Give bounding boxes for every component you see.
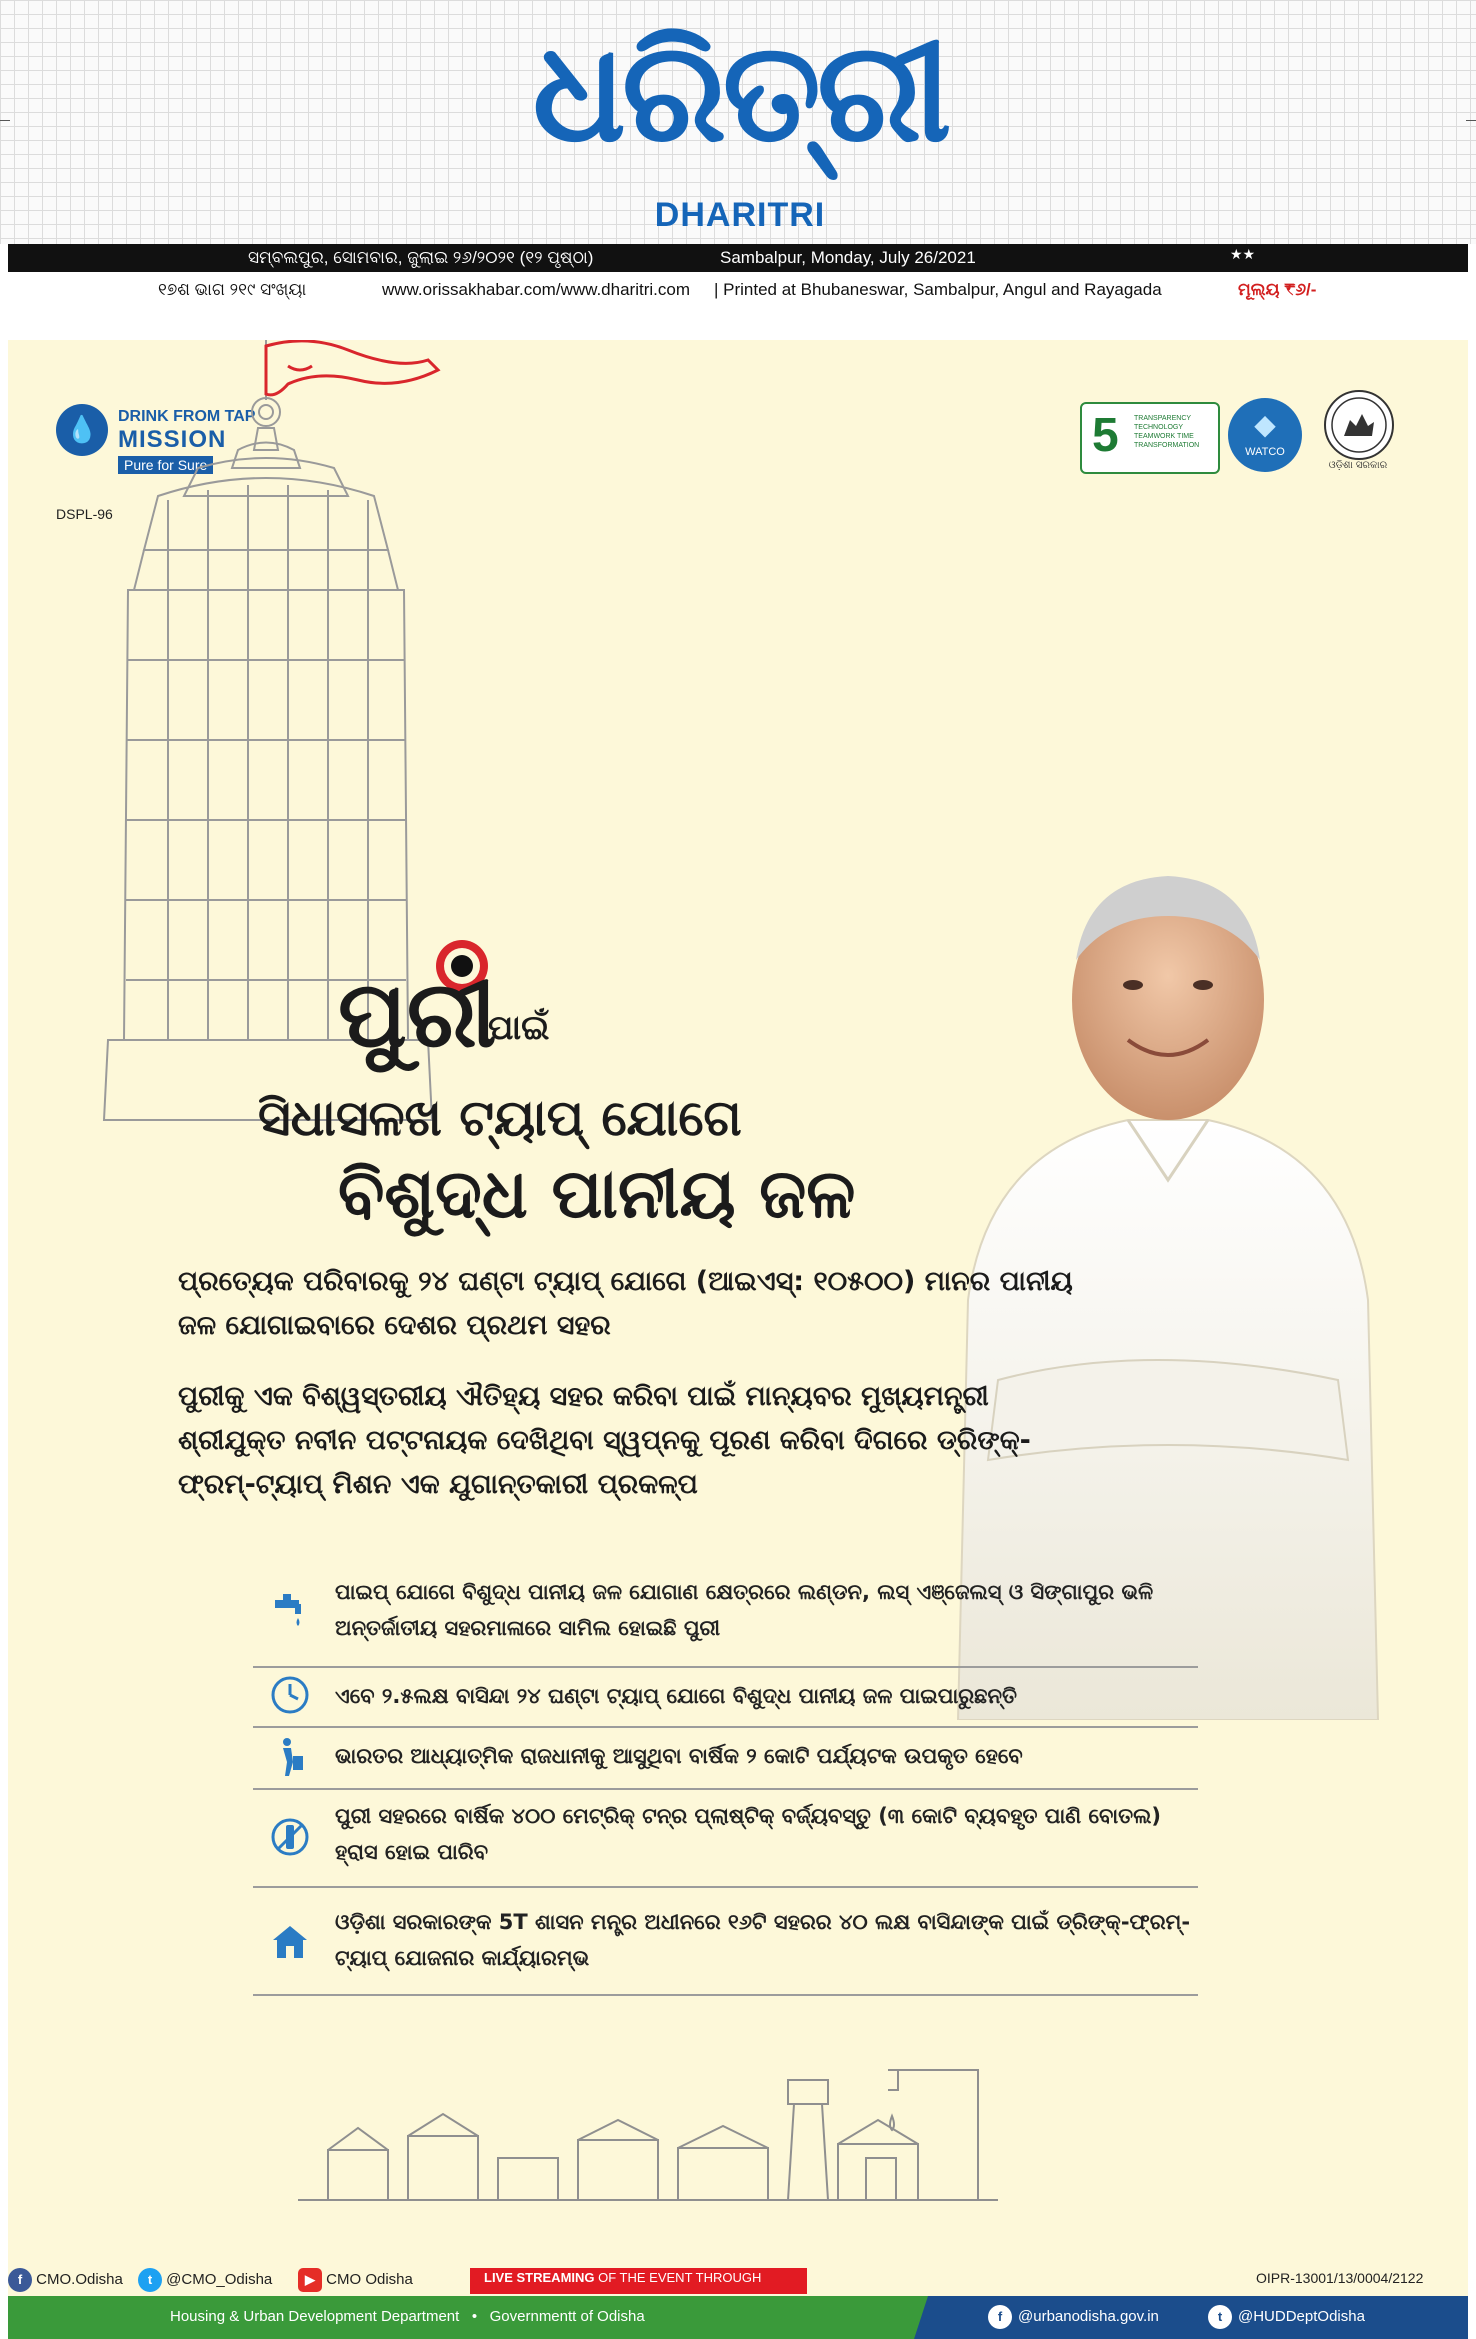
- watco-logo: [1228, 398, 1302, 472]
- no-plastic-bottle-icon: [269, 1816, 311, 1858]
- 5t-words: TRANSPARENCY TECHNOLOGY TEAMWORK TIME TRANSFORMATION: [1134, 415, 1200, 449]
- feature-text: ଓଡ଼ିଶା ସରକାରଙ୍କ 5T ଶାସନ ମନ୍ତ୍ର ଅଧୀନରେ ୧୬ଟି ସହରର ୪୦ ଲକ୍ଷ ବାସିନ୍ଦାଙ୍କ ପାଇଁ ଡ୍ରିଙ୍କ୍-ଫ୍ରମ୍-ଟ୍ୟାପ୍ ଯୋଜନାର କାର୍ଯ୍ୟାରମ୍ଭ: [335, 1910, 1191, 1970]
- headline-puri: ପୁରୀ: [338, 961, 497, 1068]
- ad-code: DSPL-96: [56, 506, 113, 522]
- tap-icon: [269, 1590, 311, 1632]
- dft-line1: DRINK FROM TAP: [118, 408, 256, 425]
- live-prefix: LIVE STREAMING: [484, 2270, 595, 2285]
- feature-item: [253, 1890, 1198, 1996]
- footer-divider: [884, 2296, 928, 2339]
- footer-facebook-icon[interactable]: f: [988, 2305, 1012, 2329]
- oipr-code: OIPR-13001/13/0004/2122: [1256, 2270, 1424, 2286]
- feature-item: [253, 1792, 1198, 1888]
- printed-at: | Printed at Bhubaneswar, Sambalpur, Angul and Rayagada: [714, 280, 1162, 299]
- drop-icon: 💧: [56, 404, 108, 456]
- dft-tagline: Pure for Sure: [118, 456, 213, 474]
- house-icon: [269, 1920, 311, 1962]
- twitter-handle: @CMO_Odisha: [166, 2270, 273, 2288]
- sub-info-bar: [8, 276, 1468, 306]
- government-name: Governmentt of Odisha: [489, 2308, 645, 2325]
- water-drop-icon: ◆: [1254, 408, 1276, 441]
- twitter-link[interactable]: [138, 2268, 272, 2292]
- footer-separator: •: [471, 2308, 478, 2325]
- paragraph-mission: ପୁରୀକୁ ଏକ ବିଶ୍ୱସ୍ତରୀୟ ଐତିହ୍ୟ ସହର କରିବା ପାଇଁ ମାନ୍ୟବର ମୁଖ୍ୟମନ୍ତ୍ରୀ ଶ୍ରୀଯୁକ୍ତ ନବୀନ ପଟ୍ଟନାୟକ ଦେଖିଥିବା ସ୍ୱପ୍ନକୁ ପୂରଣ କରିବା ଦିଗରେ ଡ୍ରିଙ୍କ୍-ଫ୍ରମ୍-ଟ୍ୟାପ୍ ମିଶନ ଏକ ଯୁଗାନ୍ତକାରୀ ପ୍ରକଳ୍ପ: [178, 1381, 1031, 1500]
- advertisement: [8, 340, 1468, 2339]
- emblem-label: ଓଡ଼ିଶା ସରକାର: [1328, 460, 1388, 471]
- live-streaming-banner: [470, 2268, 807, 2294]
- issue-number: ୧୭ଶ ଭାଗ ୨୧୯ ସଂଖ୍ୟା: [158, 280, 307, 299]
- tourist-icon: [269, 1736, 311, 1778]
- headline-paain: ପାଇଁ: [488, 1008, 550, 1048]
- headline-line2: ସିଧାସଳଖ ଟ୍ୟାପ୍ ଯୋଗେ: [258, 1089, 742, 1147]
- footer-department: [170, 2308, 645, 2325]
- crop-mark: [1466, 120, 1476, 121]
- feature-text: ଏବେ ୨.୫ଲକ୍ଷ ବାସିନ୍ଦା ୨୪ ଘଣ୍ଟା ଟ୍ୟାପ୍ ଯୋଗେ ବିଶୁଦ୍ଧ ପାନୀୟ ଜଳ ପାଇପାରୁଛନ୍ତି: [335, 1684, 1017, 1708]
- odisha-emblem: [1318, 390, 1398, 480]
- website-links[interactable]: www.orissakhabar.com/www.dharitri.com: [382, 280, 690, 299]
- feature-item: [253, 1566, 1198, 1668]
- youtube-icon: ▶: [298, 2268, 322, 2292]
- headline-line3: ବିଶୁଦ୍ଧ ପାନୀୟ ଜଳ: [338, 1155, 856, 1234]
- edition-stars: ★★: [1230, 246, 1256, 262]
- date-bar: [8, 244, 1468, 272]
- feature-text: ପାଇପ୍ ଯୋଗେ ବିଶୁଦ୍ଧ ପାନୀୟ ଜଳ ଯୋଗାଣ କ୍ଷେତ୍ରରେ ଲଣ୍ଡନ, ଲସ୍ ଏଞ୍ଜେଲସ୍ ଓ ସିଙ୍ଗାପୁର ଭଳି ଅନ୍ତର୍ଜାତୀୟ ସହରମାଳାରେ ସାମିଲ ହୋଇଛି ପୁରୀ: [335, 1580, 1154, 1640]
- city-skyline-illustration: [298, 2040, 1078, 2206]
- 5t-numeral: 5: [1092, 409, 1119, 462]
- footer-twitter-handle[interactable]: @HUDDeptOdisha: [1238, 2308, 1365, 2325]
- facebook-handle: CMO.Odisha: [36, 2270, 123, 2288]
- footer-website[interactable]: @urbanodisha.gov.in: [1018, 2308, 1159, 2325]
- youtube-link[interactable]: [298, 2268, 413, 2292]
- facebook-link[interactable]: [8, 2268, 123, 2292]
- twitter-icon: t: [138, 2268, 162, 2292]
- footer-twitter-icon[interactable]: t: [1208, 2305, 1232, 2329]
- crop-mark: [0, 120, 10, 121]
- dft-line2: MISSION: [118, 426, 227, 453]
- paragraph-first-city: ପ୍ରତ୍ୟେକ ପରିବାରକୁ ୨୪ ଘଣ୍ଟା ଟ୍ୟାପ୍ ଯୋଗେ (ଆଇଏସ୍: ୧୦୫୦୦) ମାନର ପାନୀୟ ଜଳ ଯୋଗାଇବାରେ ଦେଶର ପ୍ରଥମ ସହର: [178, 1266, 1073, 1341]
- newspaper-logo-latin: DHARITRI: [654, 196, 826, 234]
- clock-icon: [269, 1674, 311, 1716]
- feature-item: [253, 1668, 1198, 1728]
- feature-text: ଭାରତର ଆଧ୍ୟାତ୍ମିକ ରାଜଧାନୀକୁ ଆସୁଥିବା ବାର୍ଷିକ ୨ କୋଟି ପର୍ଯ୍ୟଟକ ଉପକୃତ ହେବେ: [335, 1744, 1023, 1768]
- live-suffix: OF THE EVENT THROUGH: [594, 2270, 762, 2285]
- feature-text: ପୁରୀ ସହରରେ ବାର୍ଷିକ ୪୦୦ ମେଟ୍ରିକ୍ ଟନ୍‌ର ପ୍ଲାଷ୍ଟିକ୍ ବର୍ଜ୍ୟବସ୍ତୁ (୩ କୋଟି ବ୍ୟବହୃତ ପାଣି ବୋତଲ) ହ୍ରାସ ହୋଇ ପାରିବ: [335, 1804, 1161, 1864]
- footer-bar: [8, 2296, 1468, 2339]
- feature-item: [253, 1728, 1198, 1790]
- date-odia: ସମ୍ବଲପୁର, ସୋମବାର, ଜୁଲାଇ ୨୬/୨୦୨୧ (୧୨ ପୃଷ୍ଠା): [248, 248, 594, 267]
- youtube-handle: CMO Odisha: [326, 2270, 413, 2288]
- emblem-seal-icon: [1324, 390, 1394, 460]
- newspaper-logo-odia: ଧରିତ୍ରୀ: [532, 12, 948, 173]
- 5t-logo: [1080, 402, 1220, 474]
- footer-social: [898, 2296, 1468, 2339]
- price: ମୂଲ୍ୟ ₹୬/-: [1238, 280, 1317, 299]
- department-name: Housing & Urban Development Department: [170, 2308, 460, 2325]
- facebook-icon: f: [8, 2268, 32, 2292]
- watco-label: WATCO: [1245, 446, 1285, 458]
- date-english: Sambalpur, Monday, July 26/2021: [720, 248, 976, 267]
